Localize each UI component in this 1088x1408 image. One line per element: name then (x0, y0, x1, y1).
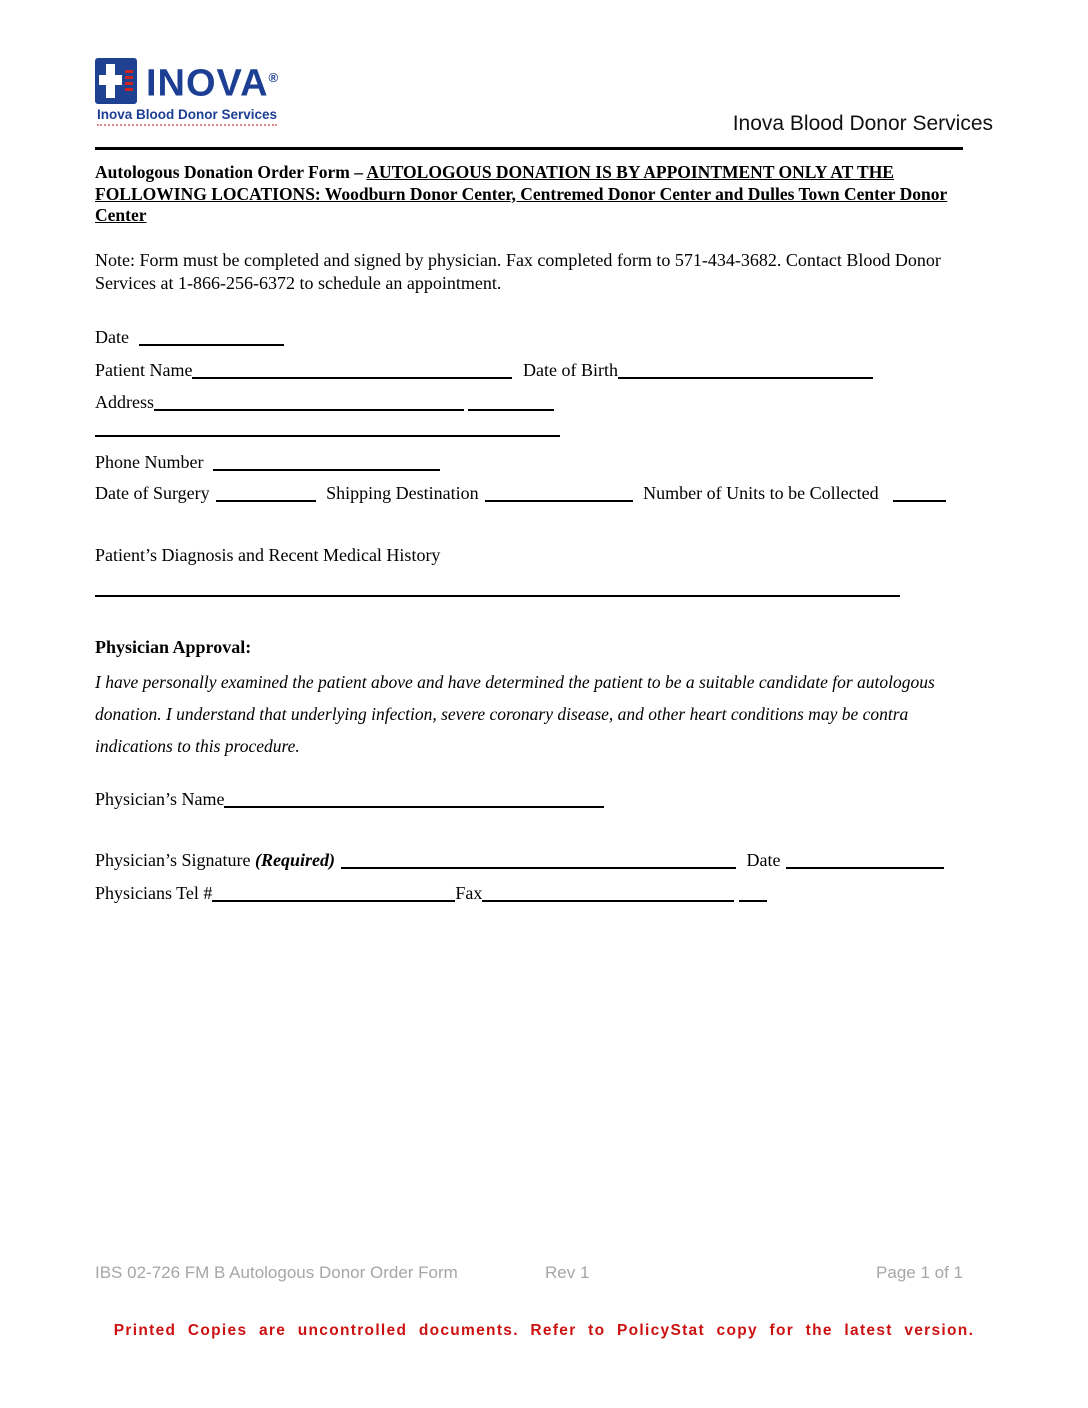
units-field-line (893, 486, 946, 502)
cross-horizontal-bar (99, 75, 122, 85)
diagnosis-label: Patient’s Diagnosis and Recent Medical History (95, 545, 441, 565)
footer-revision: Rev 1 (545, 1263, 590, 1282)
inova-cross-icon (95, 58, 137, 104)
tel-fax-row (95, 883, 767, 904)
registered-mark: ® (268, 70, 280, 85)
logo-red-dots (125, 70, 133, 92)
dob-label: Date of Birth (522, 360, 618, 380)
diagnosis-field-line (95, 581, 900, 597)
dob-field-line (618, 363, 873, 379)
tel-field-line (212, 886, 455, 902)
signature-date-label: Date (746, 850, 781, 870)
physician-approval-heading: Physician Approval: (95, 637, 252, 657)
units-label: Number of Units to be Collected (643, 483, 879, 503)
address-label: Address (95, 392, 154, 412)
surgery-row (95, 483, 946, 504)
footer-doc-id: IBS 02-726 FM B Autologous Donor Order Form (95, 1263, 458, 1282)
patient-name-label: Patient Name (95, 360, 193, 380)
form-title-lead: Autologous Donation Order Form – (95, 162, 367, 182)
brand-name: INOVA (146, 62, 269, 105)
form-title-emphasis: AUTOLOGOUS DONATION IS BY APPOINTMENT ONLY AT THE FOLLOWING LOCATIONS: Woodburn Donor Center, Centremed Donor Center and Dulles Town Center Donor Center (95, 162, 948, 225)
date-row (95, 327, 284, 348)
date-label: Date (95, 327, 129, 347)
diagnosis-line-row (95, 578, 900, 599)
fax-field-line (482, 886, 734, 902)
footer-page-number: Page 1 of 1 (876, 1263, 963, 1282)
physician-name-label: Physician’s Name (95, 789, 225, 809)
note-text: Note: Form must be completed and signed by physician. Fax completed form to 571-434-3682. Contact Blood Donor Services at 1-866-256-6372 to schedule an appointment. (95, 250, 941, 293)
physician-name-row (95, 789, 604, 810)
address-row (95, 392, 554, 413)
phone-row (95, 452, 440, 473)
header-title: Inova Blood Donor Services (732, 112, 993, 135)
form-title (95, 162, 983, 227)
header-divider (95, 147, 963, 150)
address-row-2 (95, 418, 560, 439)
address-field-line (154, 395, 464, 411)
signature-row (95, 850, 944, 871)
patient-name-field-line (192, 363, 512, 379)
signature-field-line (341, 853, 736, 869)
logo-tagline: Inova Blood Donor Services (97, 107, 277, 126)
surgery-label: Date of Surgery (95, 483, 210, 503)
signature-date-field-line (786, 853, 944, 869)
phone-field-line (213, 455, 440, 471)
shipping-field-line (485, 486, 633, 502)
inova-logo (95, 58, 279, 126)
phone-label: Phone Number (95, 452, 204, 472)
required-label: (Required) (255, 850, 335, 870)
tel-label: Physicians Tel # (95, 883, 213, 903)
physician-signature-label: Physician’s Signature (95, 850, 255, 870)
physician-statement: I have personally examined the patient above and have determined the patient to be a suitable candidate for autologous donation. I understand that underlying infection, severe coronary disease, and other heart conditions may be contra indications to this procedure. (95, 672, 935, 756)
uncontrolled-copy-warning: Printed Copies are uncontrolled documents. Refer to PolicyStat copy for the latest version. (113, 1322, 975, 1339)
address-continuation-line (95, 421, 560, 437)
physician-name-field-line (224, 792, 604, 808)
shipping-label: Shipping Destination (326, 483, 479, 503)
patient-row (95, 360, 873, 381)
logo-brand-text (146, 58, 279, 104)
date-field-line (139, 330, 284, 346)
address-field-line-2 (468, 395, 554, 411)
surgery-field-line (216, 486, 316, 502)
fax-label: Fax (455, 883, 483, 903)
footer (95, 1263, 963, 1285)
fax-field-line-2 (739, 886, 767, 902)
